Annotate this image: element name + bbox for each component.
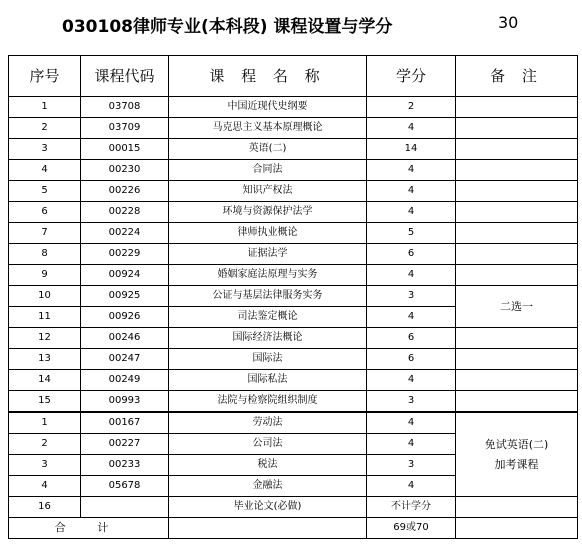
credit-cell: 不计学分 <box>367 497 456 518</box>
credit-cell: 6 <box>367 349 456 370</box>
code-cell <box>81 497 169 518</box>
name-cell: 环境与资源保护法学 <box>169 202 367 223</box>
table-row <box>9 328 578 349</box>
header-row <box>9 56 578 97</box>
code-cell: 00227 <box>81 434 169 455</box>
seq-cell: 1 <box>9 97 81 118</box>
header-credit: 学分 <box>367 56 456 97</box>
seq-cell: 4 <box>9 476 81 497</box>
seq-cell: 12 <box>9 328 81 349</box>
seq-cell: 5 <box>9 181 81 202</box>
seq-cell: 2 <box>9 434 81 455</box>
credit-cell: 4 <box>367 265 456 286</box>
seq-cell: 3 <box>9 455 81 476</box>
additional-course-note <box>456 412 578 497</box>
credit-cell: 3 <box>367 391 456 413</box>
seq-cell: 16 <box>9 497 81 518</box>
code-cell: 00167 <box>81 412 169 434</box>
credit-cell: 4 <box>367 307 456 328</box>
name-cell: 马克思主义基本原理概论 <box>169 118 367 139</box>
seq-cell: 2 <box>9 118 81 139</box>
table-row <box>9 160 578 181</box>
credit-cell: 4 <box>367 412 456 434</box>
total-credit: 69或70 <box>367 518 456 539</box>
table-row <box>9 286 578 307</box>
name-cell: 司法鉴定概论 <box>169 307 367 328</box>
note-cell <box>456 370 578 391</box>
credit-cell: 4 <box>367 202 456 223</box>
name-cell: 法院与检察院组织制度 <box>169 391 367 413</box>
name-cell: 金融法 <box>169 476 367 497</box>
credit-cell: 3 <box>367 286 456 307</box>
code-cell: 00015 <box>81 139 169 160</box>
credit-cell: 2 <box>367 97 456 118</box>
table-row <box>9 391 578 413</box>
name-cell: 知识产权法 <box>169 181 367 202</box>
credit-cell: 4 <box>367 118 456 139</box>
seq-cell: 8 <box>9 244 81 265</box>
code-cell: 00233 <box>81 455 169 476</box>
note-cell <box>456 223 578 244</box>
table-row <box>9 202 578 223</box>
table-row <box>9 412 578 434</box>
table-row <box>9 349 578 370</box>
code-cell: 03709 <box>81 118 169 139</box>
name-cell: 律师执业概论 <box>169 223 367 244</box>
note-cell <box>456 202 578 223</box>
name-cell: 英语(二) <box>169 139 367 160</box>
code-cell: 00228 <box>81 202 169 223</box>
total-row <box>9 518 578 539</box>
seq-cell: 15 <box>9 391 81 413</box>
seq-cell: 13 <box>9 349 81 370</box>
name-cell: 公证与基层法律服务实务 <box>169 286 367 307</box>
thesis-row <box>9 497 578 518</box>
title-row <box>0 12 582 38</box>
code-cell: 00246 <box>81 328 169 349</box>
note-cell <box>456 328 578 349</box>
note-cell <box>456 160 578 181</box>
page-number: 30 <box>498 13 519 32</box>
code-cell: 03708 <box>81 97 169 118</box>
note-cell <box>456 497 578 518</box>
name-cell: 劳动法 <box>169 412 367 434</box>
table-row <box>9 118 578 139</box>
code-cell: 00230 <box>81 160 169 181</box>
name-cell: 证据法学 <box>169 244 367 265</box>
seq-cell: 10 <box>9 286 81 307</box>
table-row <box>9 97 578 118</box>
credit-cell: 5 <box>367 223 456 244</box>
credit-cell: 4 <box>367 160 456 181</box>
header-code: 课程代码 <box>81 56 169 97</box>
name-cell: 税法 <box>169 455 367 476</box>
code-cell: 00224 <box>81 223 169 244</box>
header-name: 课 程 名 称 <box>169 56 367 97</box>
code-cell: 00926 <box>81 307 169 328</box>
seq-cell: 6 <box>9 202 81 223</box>
code-cell: 00229 <box>81 244 169 265</box>
code-cell: 00925 <box>81 286 169 307</box>
seq-cell: 9 <box>9 265 81 286</box>
code-cell: 00993 <box>81 391 169 413</box>
table-row <box>9 265 578 286</box>
code-cell: 05678 <box>81 476 169 497</box>
seq-cell: 4 <box>9 160 81 181</box>
name-cell: 婚姻家庭法原理与实务 <box>169 265 367 286</box>
note-cell <box>456 349 578 370</box>
credit-cell: 4 <box>367 370 456 391</box>
credit-cell: 3 <box>367 455 456 476</box>
elective-note: 二选一 <box>456 286 578 328</box>
code-cell: 00249 <box>81 370 169 391</box>
name-cell: 中国近现代史纲要 <box>169 97 367 118</box>
note-cell <box>456 118 578 139</box>
credit-cell: 14 <box>367 139 456 160</box>
name-cell: 毕业论文(必做) <box>169 497 367 518</box>
seq-cell: 1 <box>9 412 81 434</box>
seq-cell: 7 <box>9 223 81 244</box>
note-cell <box>456 244 578 265</box>
name-cell: 合同法 <box>169 160 367 181</box>
note-cell <box>456 139 578 160</box>
page-title: 030108律师专业(本科段) 课程设置与学分 <box>62 17 393 37</box>
seq-cell: 3 <box>9 139 81 160</box>
code-cell: 00226 <box>81 181 169 202</box>
seq-cell: 14 <box>9 370 81 391</box>
total-label: 合 计 <box>9 518 169 539</box>
table-row <box>9 223 578 244</box>
table-row <box>9 181 578 202</box>
header-seq: 序号 <box>9 56 81 97</box>
note-cell <box>456 97 578 118</box>
credit-cell: 4 <box>367 476 456 497</box>
name-cell: 国际经济法概论 <box>169 328 367 349</box>
note-cell <box>456 391 578 413</box>
credit-cell: 4 <box>367 181 456 202</box>
note-cell <box>456 265 578 286</box>
course-table <box>8 55 578 539</box>
seq-cell: 11 <box>9 307 81 328</box>
note-cell <box>456 518 578 539</box>
note-cell <box>456 181 578 202</box>
note-line-2: 加考课程 <box>494 457 539 471</box>
credit-cell: 6 <box>367 244 456 265</box>
credit-cell: 4 <box>367 434 456 455</box>
code-cell: 00247 <box>81 349 169 370</box>
code-cell: 00924 <box>81 265 169 286</box>
name-cell: 公司法 <box>169 434 367 455</box>
name-cell: 国际私法 <box>169 370 367 391</box>
table-row <box>9 244 578 265</box>
table-row <box>9 370 578 391</box>
header-note: 备 注 <box>456 56 578 97</box>
name-cell <box>169 518 367 539</box>
table-row <box>9 139 578 160</box>
name-cell: 国际法 <box>169 349 367 370</box>
note-line-1: 免试英语(二) <box>484 437 549 451</box>
credit-cell: 6 <box>367 328 456 349</box>
